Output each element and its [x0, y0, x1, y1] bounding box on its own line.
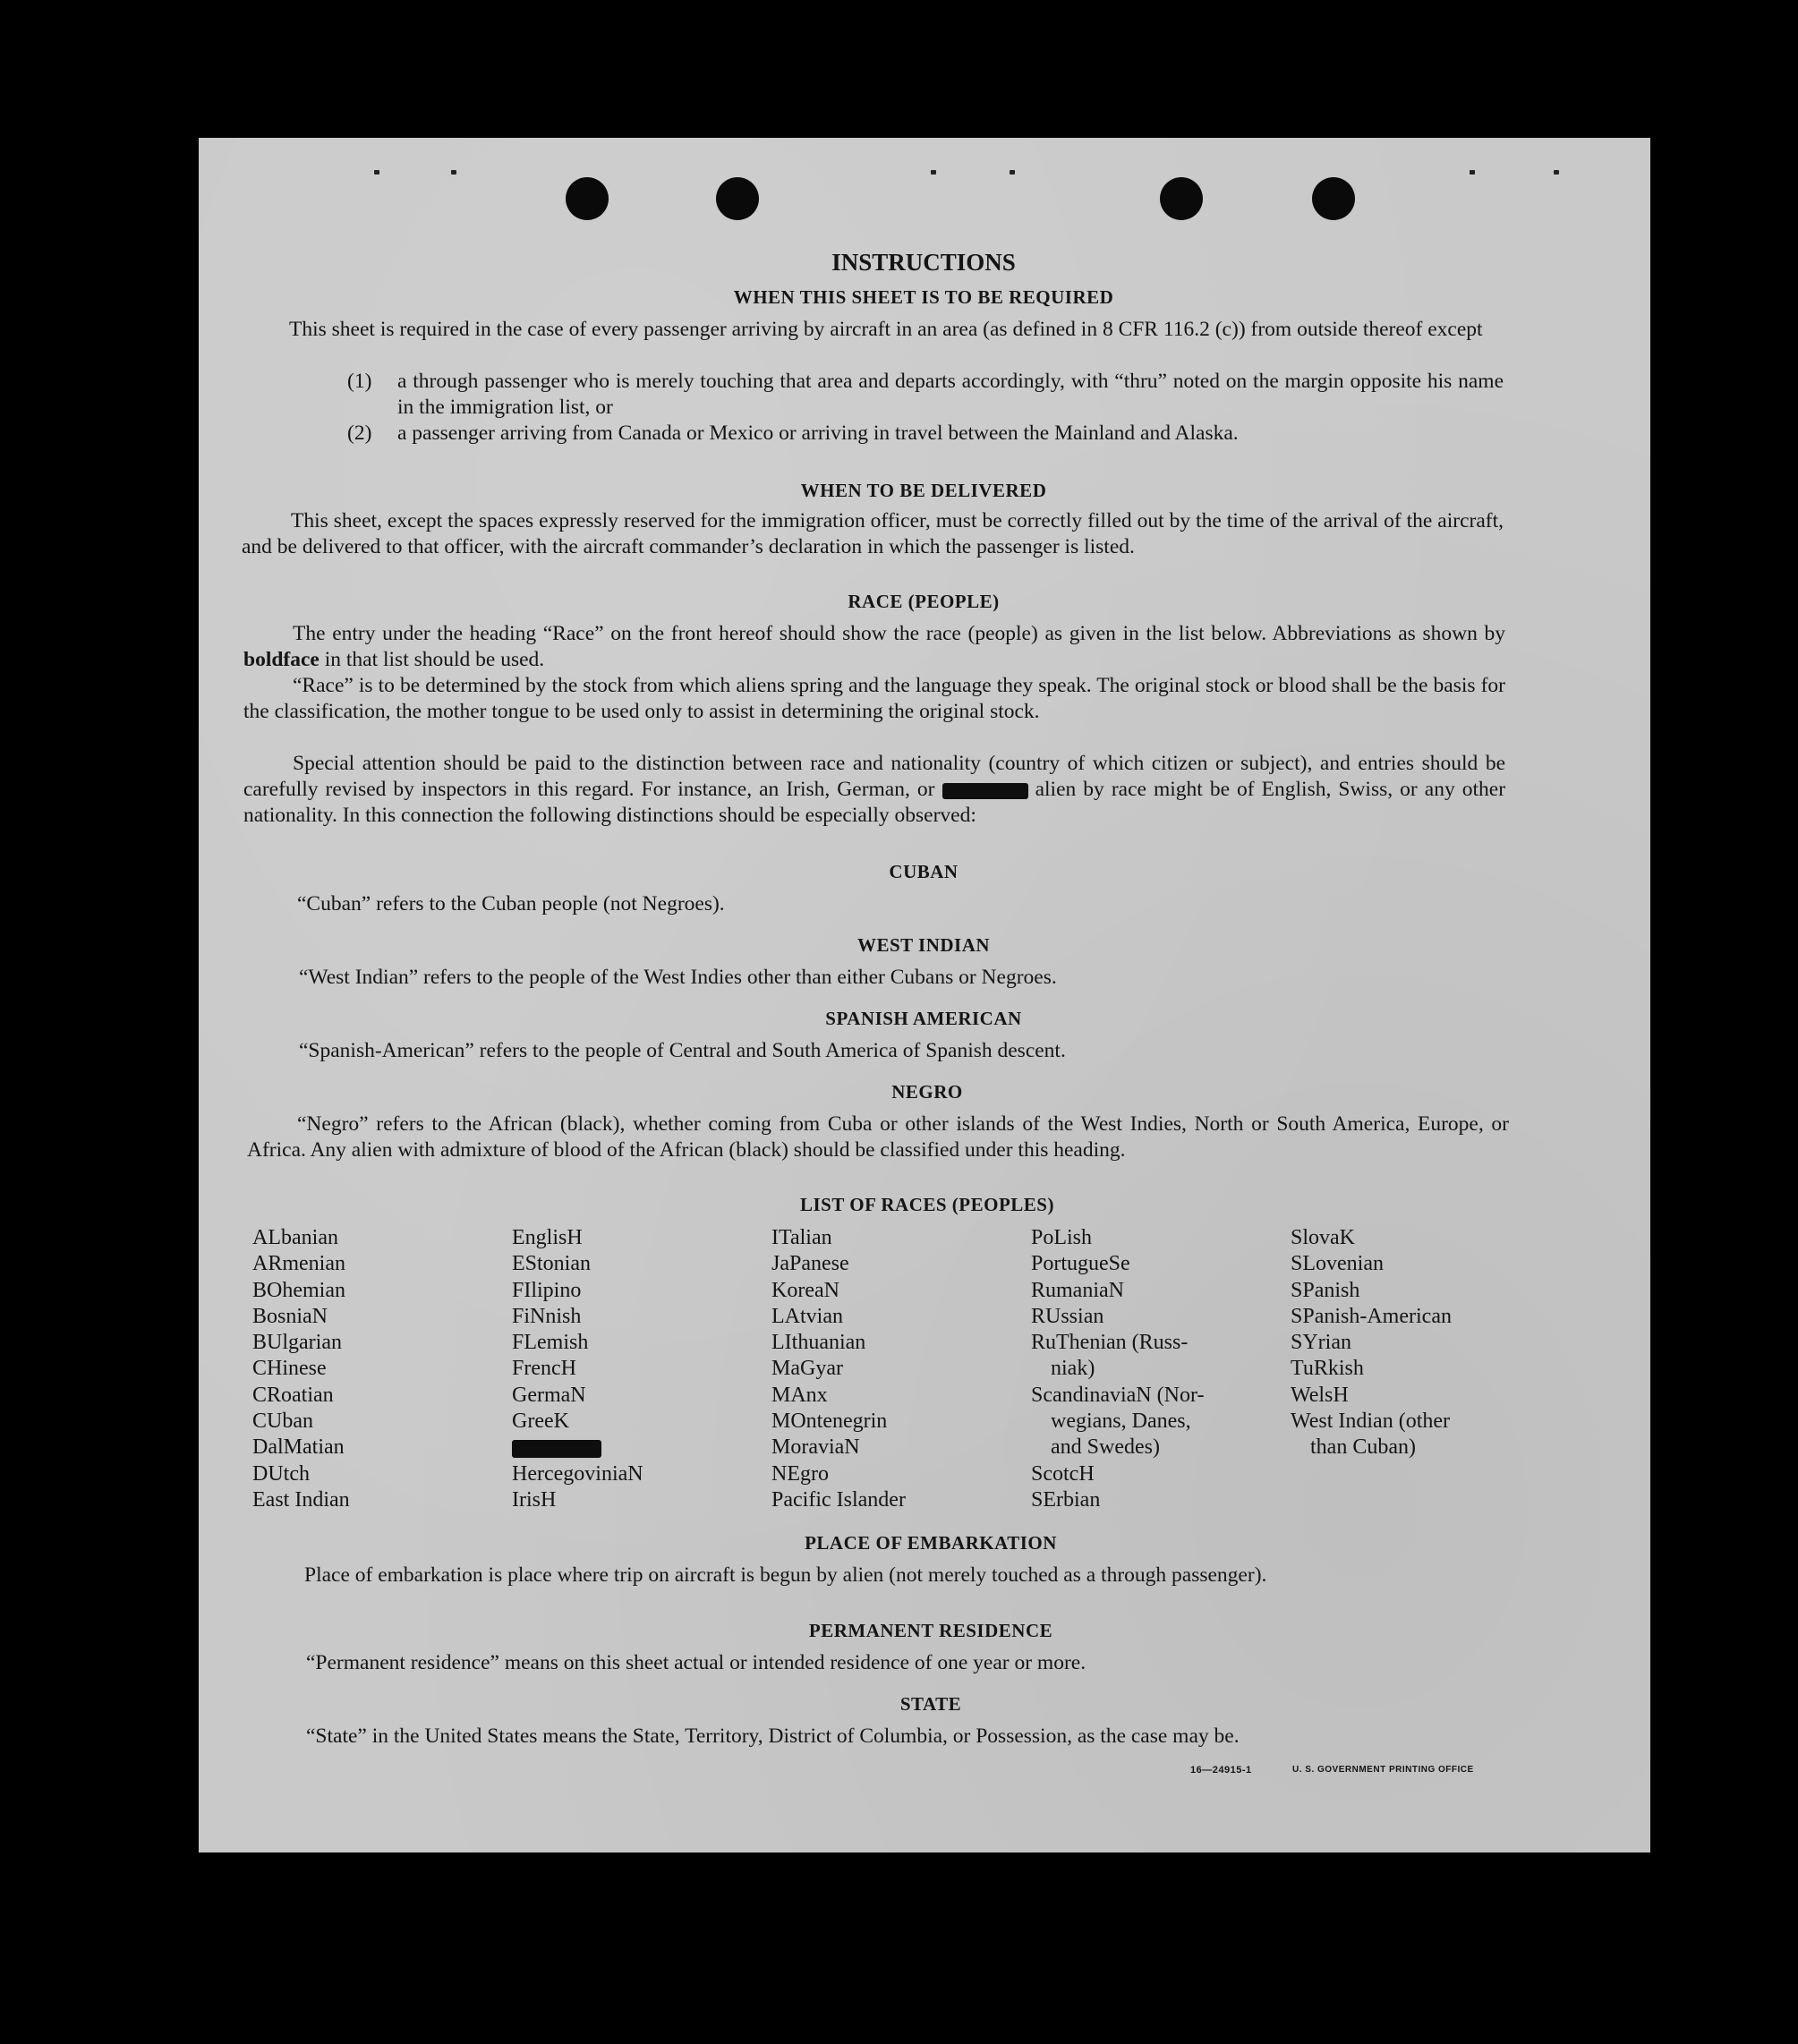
race-entry: JaPanese — [771, 1252, 849, 1276]
race-entry: FrencH — [512, 1357, 576, 1381]
paragraph-text: Special attention should be paid to the distinction between race and nationality (country of which citizen or subject), and entries should be carefully revised by inspectors in this regard. For instance, an Irish, German, or — [243, 752, 1505, 801]
page-title: INSTRUCTIONS — [831, 249, 1016, 276]
punch-hole — [566, 177, 609, 220]
race-list-column-4 — [1031, 1225, 1204, 1513]
race-entry: KoreaN — [771, 1278, 839, 1302]
section-heading: RACE (PEOPLE) — [848, 591, 1000, 612]
race-entry: TuRkish — [1291, 1357, 1364, 1381]
section-heading: NEGRO — [891, 1081, 963, 1103]
race-entry: HercegoviniaN — [512, 1461, 643, 1486]
race-entry: WelsH — [1291, 1383, 1349, 1407]
race-entry: FLemish — [512, 1331, 589, 1355]
race-entry: DalMatian — [252, 1435, 345, 1460]
section-heading: STATE — [899, 1693, 962, 1715]
margin-mark — [451, 170, 456, 175]
printer-imprint: U. S. GOVERNMENT PRINTING OFFICE — [1292, 1765, 1474, 1775]
section-heading: WHEN THIS SHEET IS TO BE REQUIRED — [733, 286, 1114, 308]
race-entry: Pacific Islander — [771, 1487, 906, 1512]
paragraph: “Spanish-American” refers to the people of Central and South America of Spanish descent. — [299, 1039, 1066, 1062]
race-entry-redacted — [512, 1435, 643, 1461]
paragraph-text: The entry under the heading “Race” on the front hereof should show the race (people) as given in the list below. Abbreviations as shown by — [293, 622, 1505, 645]
list-number: (1) — [347, 370, 372, 393]
race-entry: MaGyar — [771, 1357, 843, 1381]
race-entry: SYrian — [1291, 1331, 1351, 1355]
race-entry: CUban — [252, 1410, 313, 1434]
paragraph-text: This sheet is required in the case of every passenger arriving by aircraft in an area (as defined in 8 CFR 116.2 (c)) from outside thereof except — [289, 318, 1483, 341]
race-entry-continued: niak) — [1051, 1357, 1095, 1381]
section-heading: PLACE OF EMBARKATION — [805, 1532, 1057, 1554]
race-entry: SPanish — [1291, 1278, 1360, 1302]
race-entry: EnglisH — [512, 1226, 583, 1249]
margin-mark — [1010, 170, 1015, 175]
race-entry: BUlgarian — [252, 1331, 342, 1355]
race-list-column-2 — [512, 1225, 643, 1513]
section-heading: PERMANENT RESIDENCE — [808, 1620, 1053, 1641]
paragraph: Place of embarkation is place where trip on aircraft is begun by alien (not merely touched as a through passenger). — [304, 1563, 1267, 1587]
margin-mark — [374, 170, 379, 175]
race-entry: DUtch — [252, 1461, 310, 1486]
race-entry: SlovaK — [1291, 1226, 1355, 1249]
race-entry: SErbian — [1031, 1487, 1101, 1512]
punch-hole — [1312, 177, 1355, 220]
margin-mark — [1554, 170, 1559, 175]
section-heading: SPANISH AMERICAN — [825, 1008, 1022, 1029]
race-entry: RumaniaN — [1031, 1278, 1124, 1302]
section-heading: WHEN TO BE DELIVERED — [800, 480, 1047, 501]
document-sheet — [199, 138, 1650, 1852]
margin-mark — [931, 170, 936, 175]
punch-hole — [716, 177, 759, 220]
race-entry: FIlipino — [512, 1278, 582, 1302]
race-entry: GermaN — [512, 1383, 586, 1407]
race-entry: PortugueSe — [1031, 1252, 1130, 1276]
race-entry: NEgro — [771, 1461, 829, 1486]
paragraph: “State” in the United States means the State, Territory, District of Columbia, or Possession, as the case may be. — [306, 1725, 1240, 1748]
paragraph: “West Indian” refers to the people of the West Indies other than either Cubans or Negroes. — [299, 966, 1057, 989]
race-entry-continued: wegians, Danes, — [1051, 1410, 1191, 1434]
punch-hole — [1160, 177, 1203, 220]
race-list-column-5 — [1291, 1225, 1452, 1461]
race-entry: ScandinaviaN (Nor- — [1031, 1383, 1205, 1407]
race-entry: RuThenian (Russ- — [1031, 1331, 1189, 1355]
redaction-mark — [942, 783, 1028, 799]
section-heading: WEST INDIAN — [856, 934, 991, 956]
list-item-text: a through passenger who is merely touching that area and departs accordingly, with “thru” noted on the margin opposite his name in the immigration list, or — [397, 370, 1504, 419]
form-number: 16—24915-1 — [1190, 1765, 1252, 1776]
race-entry: RUssian — [1031, 1304, 1104, 1328]
paragraph — [242, 317, 1504, 343]
race-entry: EStonian — [512, 1252, 591, 1276]
race-entry-continued: than Cuban) — [1310, 1435, 1416, 1460]
paragraph — [243, 751, 1505, 829]
paragraph: “Negro” refers to the African (black), whether coming from Cuba or other islands of the West Indies, North or South America, Europe, or Africa. Any alien with admixture of blood of the African (black) should be classified under this heading. — [247, 1112, 1509, 1162]
list-item-text: a passenger arriving from Canada or Mexico or arriving in travel between the Mainland and Alaska. — [397, 422, 1239, 445]
bold-term: boldface — [243, 648, 320, 671]
paragraph — [243, 621, 1505, 673]
section-heading: CUBAN — [889, 861, 959, 882]
paragraph: “Cuban” refers to the Cuban people (not Negroes). — [297, 892, 725, 916]
paragraph: “Permanent residence” means on this sheet actual or intended residence of one year or more. — [306, 1651, 1086, 1674]
race-entry: PoLish — [1031, 1226, 1093, 1249]
paragraph-text: alien by race might be of English, Swiss, or any other nationality. In this connection the following distinctions should be especially observed: — [243, 778, 1506, 827]
race-entry: ScotcH — [1031, 1461, 1095, 1486]
margin-mark — [1470, 170, 1475, 175]
paragraph: “Race” is to be determined by the stock from which aliens spring and the language they speak. The original stock or blood shall be the basis for the classification, the mother tongue to be used only to assist in determining the original stock. — [243, 674, 1505, 723]
race-entry: East Indian — [252, 1487, 350, 1512]
race-entry: ITalian — [771, 1226, 832, 1249]
race-entry: BosniaN — [252, 1304, 328, 1328]
list-number: (2) — [347, 422, 372, 445]
race-entry: SPanish-American — [1291, 1304, 1452, 1328]
race-entry: CHinese — [252, 1357, 327, 1381]
race-entry: ARmenian — [252, 1252, 345, 1276]
paragraph-text: in that list should be used. — [319, 648, 545, 671]
race-entry: LAtvian — [771, 1304, 843, 1328]
paragraph: This sheet, except the spaces expressly reserved for the immigration officer, must be correctly filled out by the time of the arrival of the aircraft, and be delivered to that officer, with the aircraft commander’s declaration in which the passenger is listed. — [242, 509, 1504, 558]
race-entry: MAnx — [771, 1383, 828, 1407]
race-entry: West Indian (other — [1291, 1410, 1451, 1434]
race-entry-continued: and Swedes) — [1051, 1435, 1160, 1460]
race-entry: CRoatian — [252, 1383, 334, 1407]
race-entry: LIthuanian — [771, 1331, 866, 1355]
race-entry: MOntenegrin — [771, 1410, 888, 1434]
race-list-column-1 — [252, 1225, 350, 1513]
race-entry: ALbanian — [252, 1226, 338, 1249]
race-entry: IrisH — [512, 1487, 557, 1512]
race-entry: FiNnish — [512, 1304, 582, 1328]
race-entry: SLovenian — [1291, 1252, 1384, 1276]
race-entry: GreeK — [512, 1410, 569, 1434]
section-heading: LIST OF RACES (PEOPLES) — [800, 1194, 1054, 1215]
race-entry: BOhemian — [252, 1278, 345, 1302]
race-list-column-3 — [771, 1225, 906, 1513]
race-entry: MoraviaN — [771, 1435, 860, 1460]
redaction-mark — [512, 1440, 601, 1458]
